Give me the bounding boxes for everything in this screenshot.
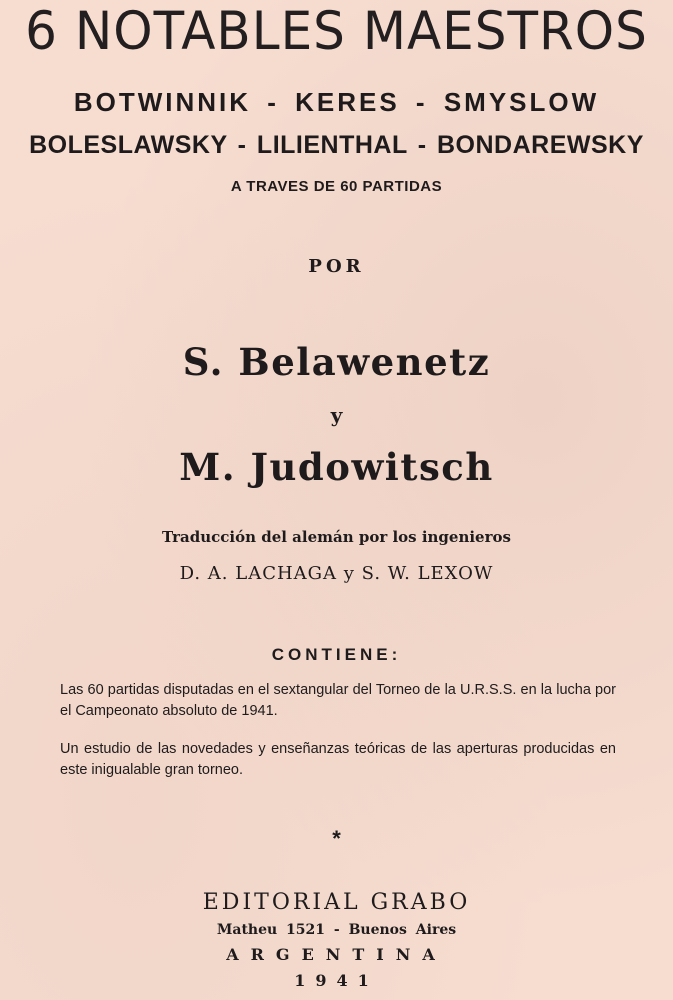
by-label: POR <box>308 256 365 277</box>
publisher-address: Matheu 1521 - Buenos Aires <box>216 922 457 938</box>
author-2: M. Judowitsch <box>179 445 494 489</box>
players-line-1: BOTWINNIK - KERES - SMYSLOW <box>73 87 600 117</box>
translators: D. A. LACHAGA y S. W. LEXOW <box>179 563 494 584</box>
author-conjunction: y <box>330 403 343 427</box>
players-line-2: BOLESLAWSKY - LILIENTHAL - BONDAREWSKY <box>29 131 644 159</box>
contents-heading: CONTIENE: <box>271 645 402 664</box>
publisher-country: ARGENTINA <box>226 945 447 964</box>
book-subtitle: A TRAVES DE 60 PARTIDAS <box>230 178 443 195</box>
contents-item: Las 60 partidas disputadas en el sextangular del Torneo de la U.R.S.S. en la lucha por el Campeonato absoluto de 1941. <box>60 682 616 719</box>
publisher: EDITORIAL GRABO <box>202 890 471 915</box>
author-1: S. Belawenetz <box>182 340 491 384</box>
translation-note: Traducción del alemán por los ingenieros <box>162 528 511 546</box>
publication-year: 1941 <box>294 971 379 990</box>
contents-item: Un estudio de las novedades y enseñanzas teóricas de las aperturas producidas en este inigualable gran torneo. <box>60 741 616 778</box>
star-ornament: * <box>332 826 341 851</box>
book-title: 6 NOTABLES MAESTROS <box>25 0 648 62</box>
